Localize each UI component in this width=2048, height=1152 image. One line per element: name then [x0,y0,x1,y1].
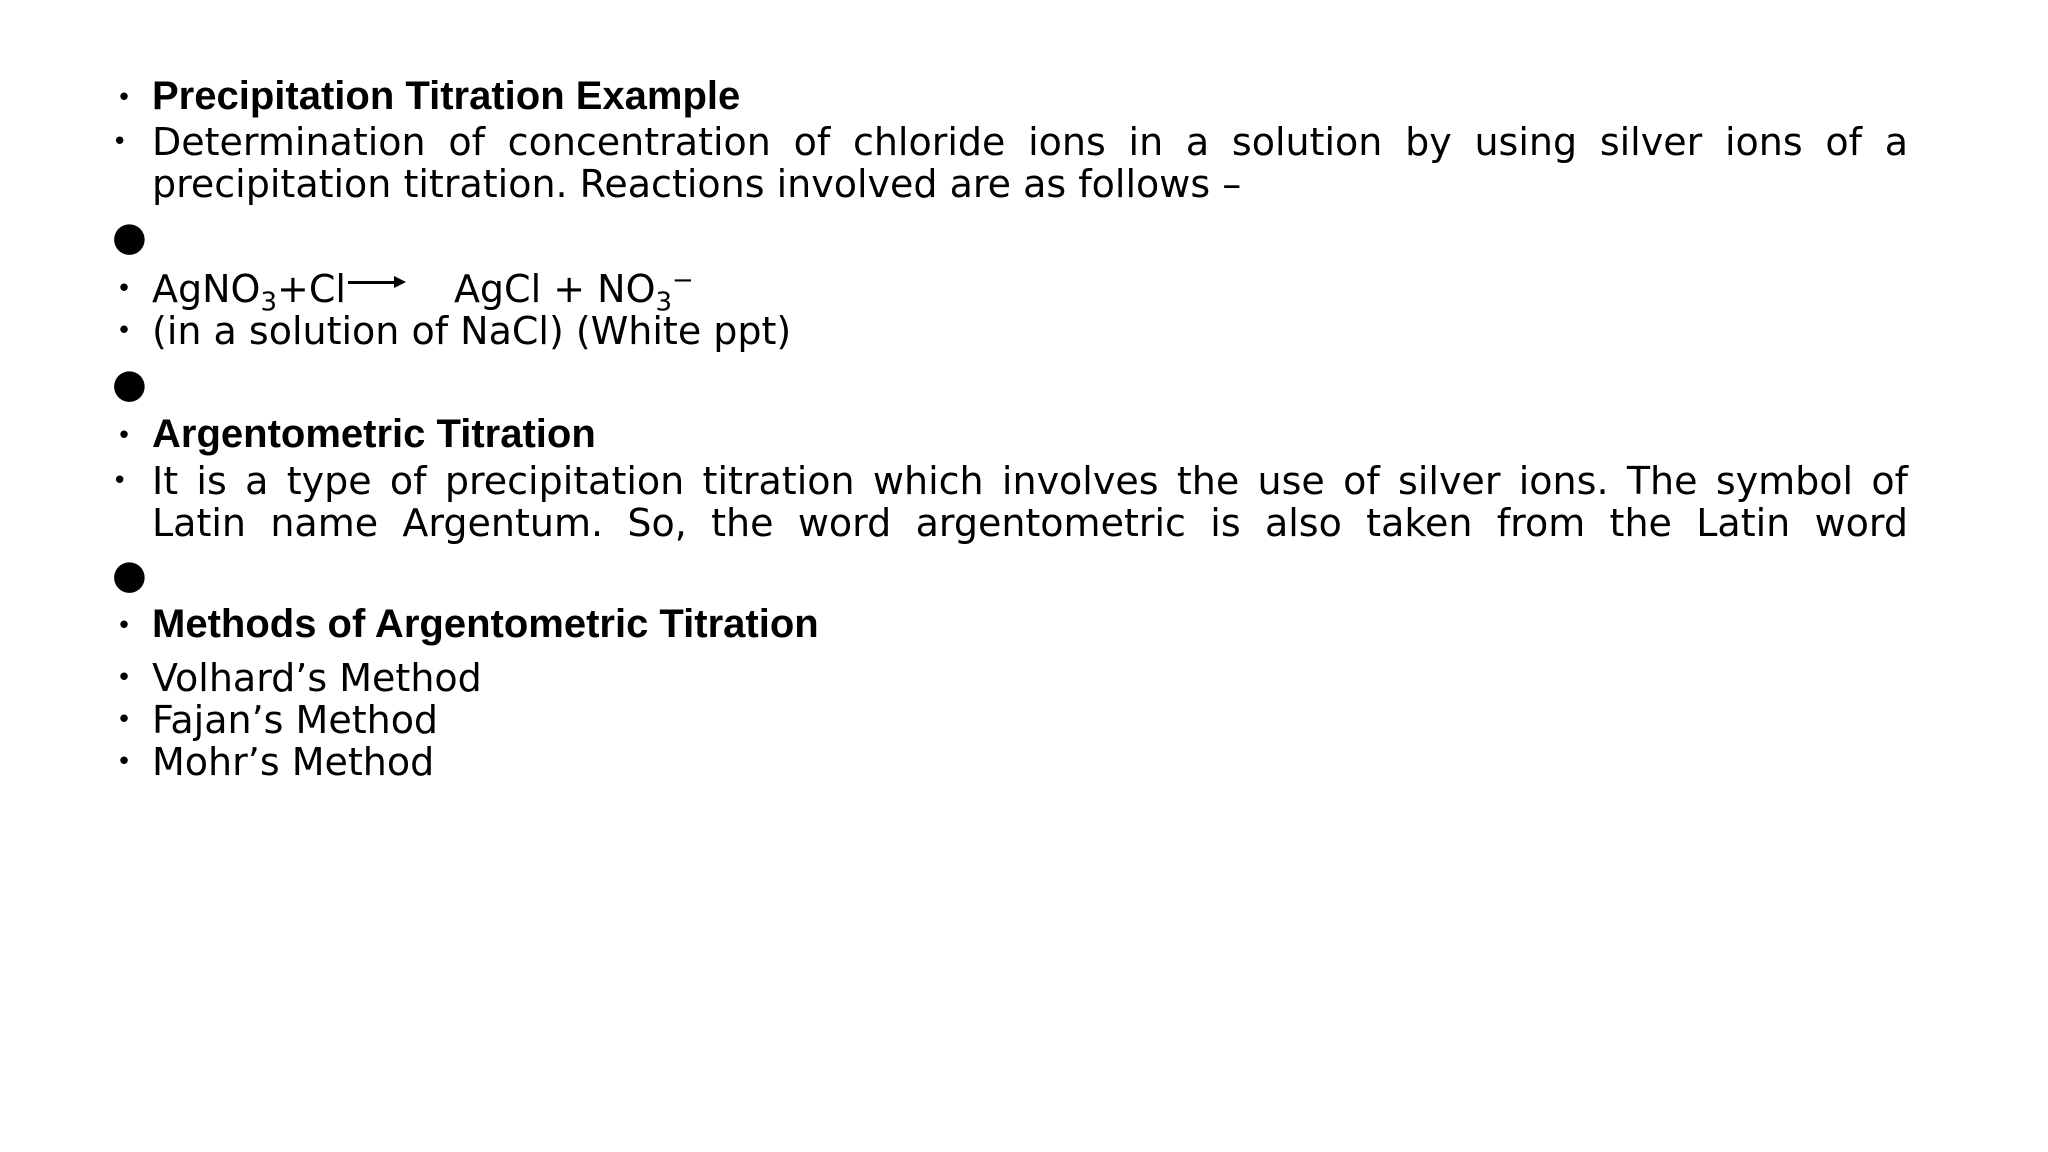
paragraph: Determination of concentration of chloride ions in a solution by using silver ions of a precipitation titration. Reactions involved are as follows – [152,120,1908,206]
bullet: • [116,316,132,346]
paragraph: It is a type of precipitation titration which involves the use of silver ions. The symbol of Latin name Argentum. So, the word argentometric is also taken from the Latin word [152,459,1908,545]
bullet: • [112,466,128,496]
product: AgCl + NO [453,267,656,311]
bullet: • [116,705,132,735]
bullet: • [119,81,129,111]
reactant-chloride: +Cl [277,267,346,311]
method-item: Mohr’s Method [152,740,435,784]
list-item [119,412,1908,456]
list-item [116,265,1908,318]
subscript: 3 [260,287,277,318]
bullet: ● [112,214,147,260]
method-item: Fajan’s Method [152,698,439,742]
bullet: • [119,419,129,449]
list-item [112,120,1908,206]
section-heading: Precipitation Titration Example [152,74,741,118]
bullet: • [116,747,132,777]
list-item [119,602,1908,646]
bullet: • [116,274,132,304]
list-item [112,459,1908,545]
bullet: ● [112,552,147,598]
subscript: 3 [655,287,673,318]
reactant: AgNO [152,267,261,311]
section-heading: Methods of Argentometric Titration [152,602,819,646]
list-item [116,309,1908,353]
list-item [116,656,1908,700]
equation-note: (in a solution of NaCl) (White ppt) [152,309,792,353]
chemical-equation [152,265,694,318]
bullet: • [112,127,128,157]
list-item [116,740,1908,784]
bullet: • [119,609,129,639]
bullet: ● [112,361,147,407]
superscript: − [672,265,694,296]
list-item [119,74,1908,118]
method-item: Volhard’s Method [152,656,482,700]
list-item [116,698,1908,742]
bullet: • [116,663,132,693]
reaction-arrow-icon [348,278,406,288]
section-heading: Argentometric Titration [152,412,596,456]
